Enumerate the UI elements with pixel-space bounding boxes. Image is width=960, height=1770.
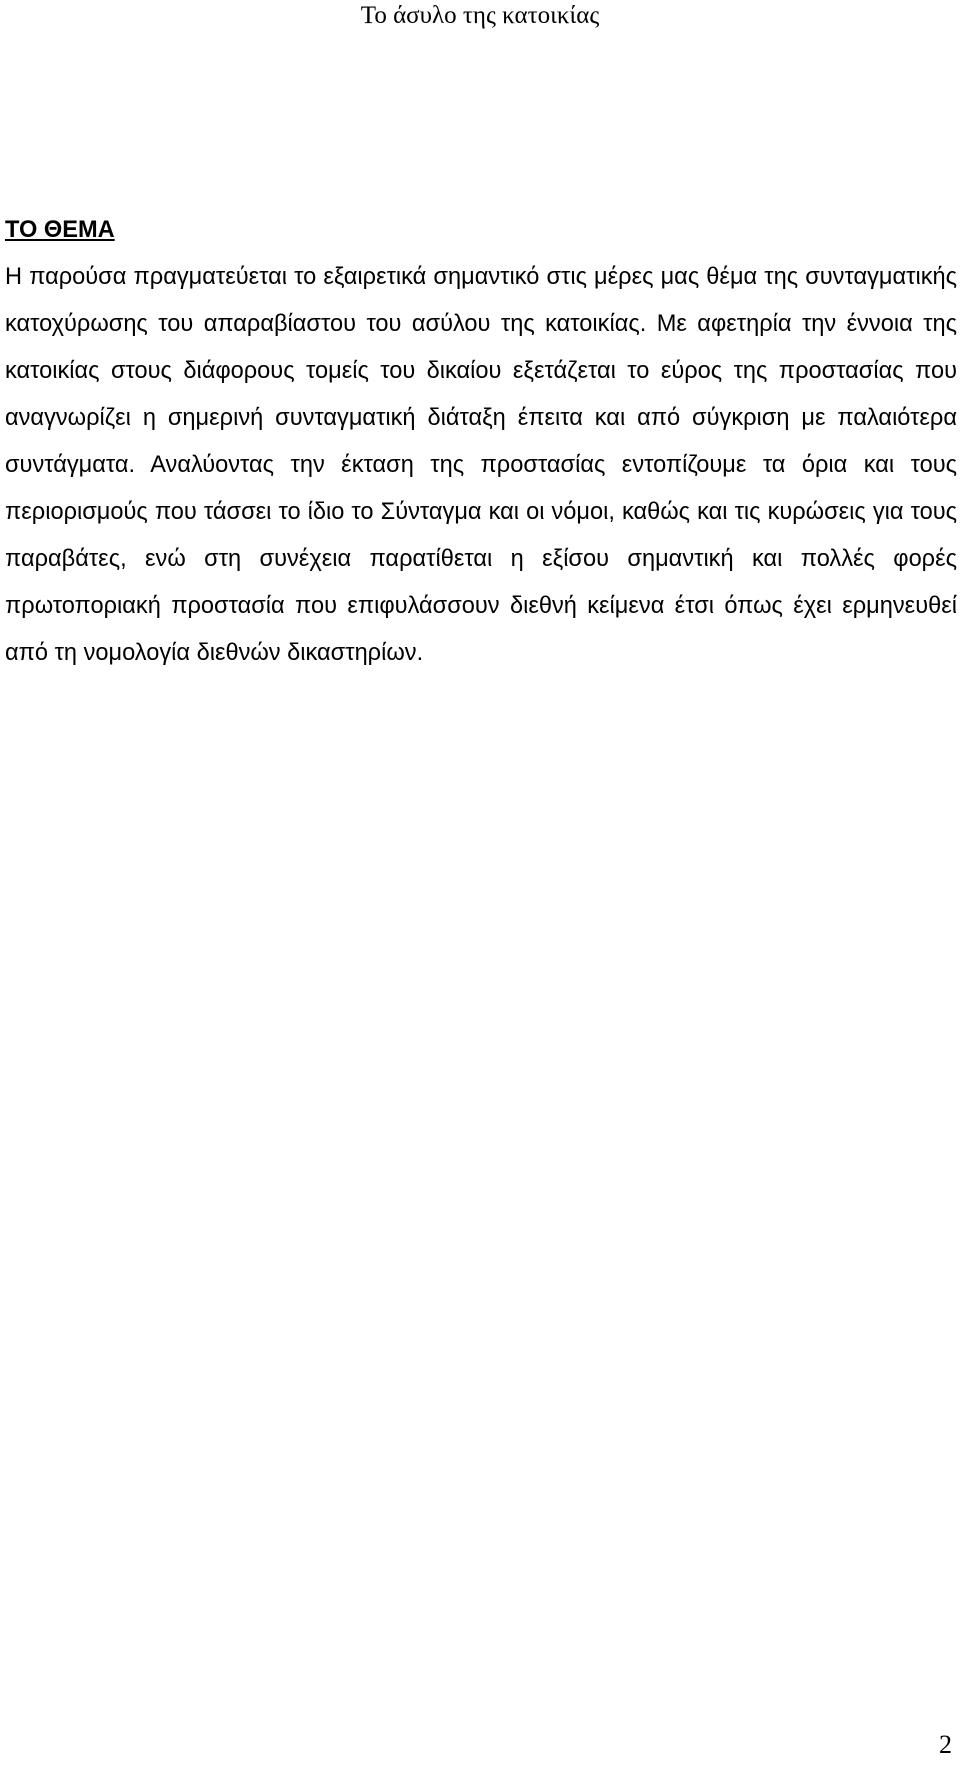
section-heading: ΤΟ ΘΕΜΑ [5,217,115,243]
running-header-title: Το άσυλο της κατοικίας [360,2,600,29]
body-paragraph: Η παρούσα πραγματεύεται το εξαιρετικά σημαντικό στις μέρες μας θέμα της συνταγματικής κατοχύρωσης του απαραβίαστου του ασύλου της κατοικίας. Με αφετηρία την έννοια της κατοικίας στους διάφορους τομείς του δικαίου εξετάζεται το εύρος της προστασίας που αναγνωρίζει η σημερινή συνταγματική διάταξη έπειτα και από σύγκριση με παλαιότερα συντάγματα. Αναλύοντας την έκταση της προστασίας εντοπίζουμε τα όρια και τους περιορισμούς που τάσσει το ίδιο το Σύνταγμα και οι νόμοι, καθώς και τις κυρώσεις για τους παραβάτες, ενώ στη συνέχεια παρατίθεται η εξίσου σημαντική και πολλές φορές πρωτοποριακή προστασία που επιφυλάσσουν διεθνή κείμενα έτσι όπως έχει ερμηνευθεί από τη νομολογία διεθνών δικαστηρίων. [5,264,957,666]
document-body [5,207,957,677]
page-number: 2 [939,1730,952,1759]
